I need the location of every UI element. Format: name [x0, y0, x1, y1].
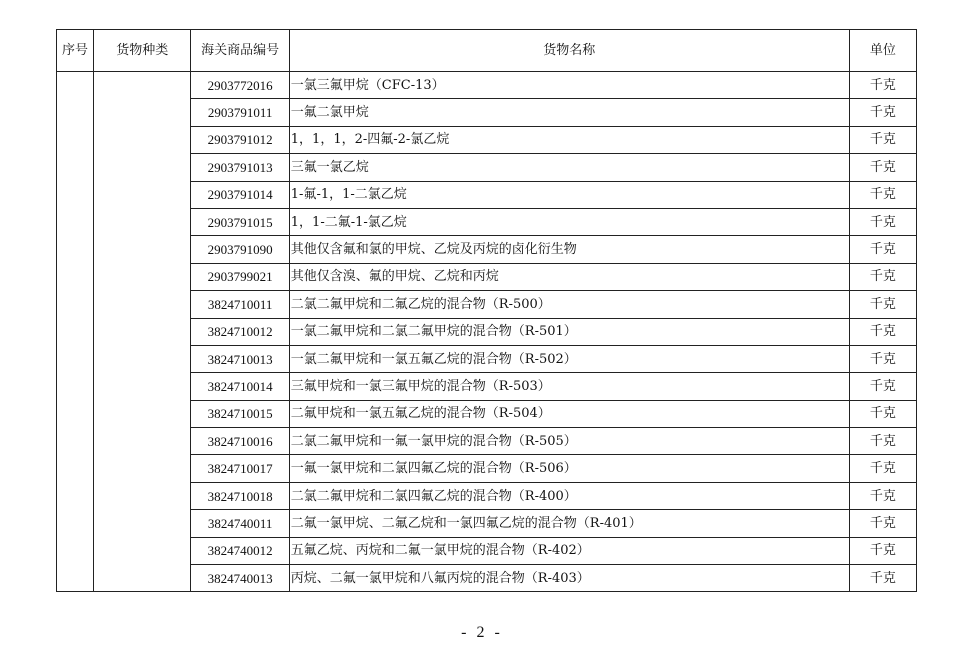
goods-name-cell: 二氟甲烷和一氯五氟乙烷的混合物（R-504）	[289, 400, 849, 427]
goods-name-cell: 二氯二氟甲烷和二氟乙烷的混合物（R-500）	[289, 291, 849, 318]
goods-name-cell: 1，1-二氟-1-氯乙烷	[289, 208, 849, 235]
goods-type-cell	[94, 72, 191, 592]
goods-name-cell: 1，1，1，2-四氟-2-氯乙烷	[289, 126, 849, 153]
unit-cell: 千克	[849, 291, 916, 318]
header-customs-code: 海关商品编号	[191, 30, 289, 72]
customs-code-cell: 3824710018	[191, 482, 289, 509]
unit-cell: 千克	[849, 318, 916, 345]
unit-cell: 千克	[849, 99, 916, 126]
goods-name-cell: 一氯二氟甲烷和一氯五氟乙烷的混合物（R-502）	[289, 345, 849, 372]
goods-name-cell: 二氟一氯甲烷、二氟乙烷和一氯四氟乙烷的混合物（R-401）	[289, 510, 849, 537]
customs-code-cell: 2903791012	[191, 126, 289, 153]
customs-code-cell: 2903791013	[191, 154, 289, 181]
unit-cell: 千克	[849, 208, 916, 235]
customs-code-cell: 3824740012	[191, 537, 289, 564]
unit-cell: 千克	[849, 510, 916, 537]
unit-cell: 千克	[849, 455, 916, 482]
customs-code-cell: 2903791090	[191, 236, 289, 263]
customs-code-cell: 3824710014	[191, 373, 289, 400]
customs-code-cell: 3824710016	[191, 428, 289, 455]
goods-table	[56, 29, 917, 592]
page-number: - 2 -	[461, 624, 503, 641]
header-goods-type: 货物种类	[94, 30, 191, 72]
goods-name-cell: 丙烷、二氟一氯甲烷和八氟丙烷的混合物（R-403）	[289, 565, 849, 592]
unit-cell: 千克	[849, 400, 916, 427]
unit-cell: 千克	[849, 126, 916, 153]
header-unit: 单位	[849, 30, 916, 72]
unit-cell: 千克	[849, 373, 916, 400]
goods-name-cell: 一氟一氯甲烷和二氯四氟乙烷的混合物（R-506）	[289, 455, 849, 482]
goods-name-cell: 一氯三氟甲烷（CFC-13）	[289, 72, 849, 99]
unit-cell: 千克	[849, 263, 916, 290]
customs-code-cell: 2903772016	[191, 72, 289, 99]
customs-code-cell: 3824710013	[191, 345, 289, 372]
customs-code-cell: 2903791014	[191, 181, 289, 208]
customs-code-cell: 3824710011	[191, 291, 289, 318]
customs-code-cell: 2903791015	[191, 208, 289, 235]
goods-name-cell: 五氟乙烷、丙烷和二氟一氯甲烷的混合物（R-402）	[289, 537, 849, 564]
goods-name-cell: 二氯二氟甲烷和一氟一氯甲烷的混合物（R-505）	[289, 428, 849, 455]
goods-name-cell: 三氟一氯乙烷	[289, 154, 849, 181]
goods-name-cell: 二氯二氟甲烷和二氯四氟乙烷的混合物（R-400）	[289, 482, 849, 509]
customs-code-cell: 3824710017	[191, 455, 289, 482]
unit-cell: 千克	[849, 72, 916, 99]
serial-no-cell	[57, 72, 94, 592]
table-header-row	[57, 30, 917, 72]
goods-name-cell: 一氟二氯甲烷	[289, 99, 849, 126]
customs-code-cell: 2903799021	[191, 263, 289, 290]
unit-cell: 千克	[849, 537, 916, 564]
goods-name-cell: 其他仅含氟和氯的甲烷、乙烷及丙烷的卤化衍生物	[289, 236, 849, 263]
unit-cell: 千克	[849, 154, 916, 181]
customs-code-cell: 2903791011	[191, 99, 289, 126]
header-goods-name: 货物名称	[289, 30, 849, 72]
unit-cell: 千克	[849, 236, 916, 263]
table-body	[57, 72, 917, 592]
goods-name-cell: 其他仅含溴、氟的甲烷、乙烷和丙烷	[289, 263, 849, 290]
customs-code-cell: 3824740013	[191, 565, 289, 592]
goods-name-cell: 1-氟-1，1-二氯乙烷	[289, 181, 849, 208]
goods-name-cell: 三氟甲烷和一氯三氟甲烷的混合物（R-503）	[289, 373, 849, 400]
customs-code-cell: 3824710015	[191, 400, 289, 427]
goods-name-cell: 一氯二氟甲烷和二氯二氟甲烷的混合物（R-501）	[289, 318, 849, 345]
table-row	[57, 72, 917, 99]
unit-cell: 千克	[849, 181, 916, 208]
header-serial-no: 序号	[57, 30, 94, 72]
unit-cell: 千克	[849, 482, 916, 509]
unit-cell: 千克	[849, 345, 916, 372]
customs-code-cell: 3824710012	[191, 318, 289, 345]
unit-cell: 千克	[849, 565, 916, 592]
customs-code-cell: 3824740011	[191, 510, 289, 537]
unit-cell: 千克	[849, 428, 916, 455]
